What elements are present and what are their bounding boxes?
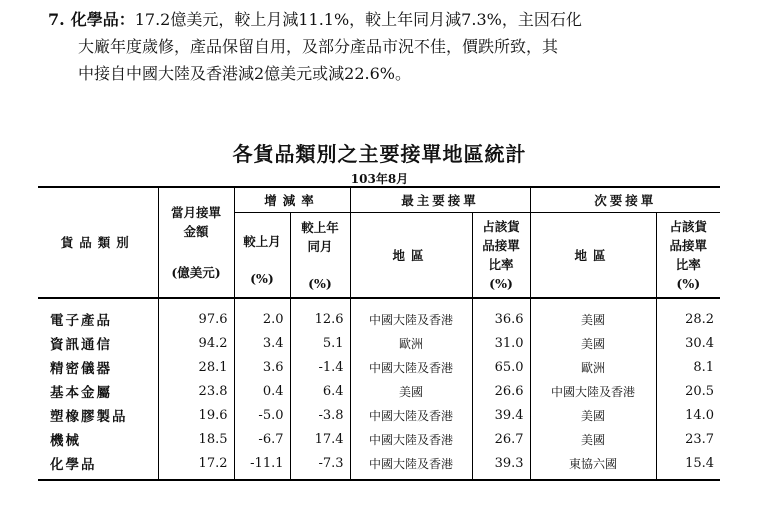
- cell-main-share: 26.6: [472, 379, 530, 403]
- table-row: [38, 403, 720, 427]
- cell-yoy: 12.6: [290, 298, 350, 331]
- cell-amount: 97.6: [158, 298, 234, 331]
- cell-sub-region: 歐洲: [530, 355, 656, 379]
- paragraph-line-3: 中接自中國大陸及香港減2億美元或減22.6%。: [78, 64, 412, 83]
- orders-region-table: [38, 186, 720, 481]
- cell-yoy: -3.8: [290, 403, 350, 427]
- header-main-group: 最主要接單: [350, 187, 530, 213]
- cell-main-region: 中國大陸及香港: [350, 403, 472, 427]
- cell-main-share: 39.3: [472, 451, 530, 480]
- cell-main-share: 31.0: [472, 331, 530, 355]
- header-sub-share-line1: 占該貨: [669, 219, 708, 234]
- paragraph-line-2: 大廠年度歲修，產品保留自用，及部分產品市況不佳，價跌所致，其: [78, 37, 559, 56]
- header-yoy-line2: 同月: [307, 238, 333, 254]
- cell-mom: 0.4: [234, 379, 290, 403]
- paragraph-7: [48, 6, 748, 87]
- table-row: [38, 331, 720, 355]
- cell-mom: 3.4: [234, 331, 290, 355]
- cell-sub-share: 28.2: [656, 298, 720, 331]
- header-main-region: 地區: [350, 213, 472, 299]
- table-subtitle: 103年8月: [350, 172, 409, 186]
- cell-main-region: 中國大陸及香港: [350, 298, 472, 331]
- cell-sub-share: 15.4: [656, 451, 720, 480]
- cell-sub-region: 美國: [530, 403, 656, 427]
- cell-category: 精密儀器: [50, 361, 112, 377]
- cell-amount: 18.5: [158, 427, 234, 451]
- header-main-share-line2: 品接單: [482, 238, 520, 253]
- table-row: [38, 427, 720, 451]
- header-main-share-line3: 比率: [488, 257, 514, 272]
- header-main-share-unit: (%): [489, 276, 513, 291]
- header-sub-region: 地區: [530, 213, 656, 299]
- cell-mom: 2.0: [234, 298, 290, 331]
- cell-category: 化學品: [50, 457, 97, 473]
- cell-category: 機械: [50, 433, 81, 449]
- cell-mom: 3.6: [234, 355, 290, 379]
- cell-yoy: -1.4: [290, 355, 350, 379]
- cell-sub-share: 8.1: [656, 355, 720, 379]
- cell-amount: 28.1: [158, 355, 234, 379]
- cell-main-region: 中國大陸及香港: [350, 427, 472, 451]
- header-yoy-line1: 較上年: [301, 219, 339, 235]
- cell-sub-region: 美國: [530, 298, 656, 331]
- cell-amount: 17.2: [158, 451, 234, 480]
- header-sub-group: 次要接單: [530, 187, 720, 213]
- cell-yoy: 6.4: [290, 379, 350, 403]
- header-sub-share-unit: (%): [676, 276, 701, 291]
- table-title: 各貨品類別之主要接單地區統計: [232, 142, 527, 166]
- cell-yoy: 5.1: [290, 331, 350, 355]
- cell-category: 資訊通信: [50, 337, 112, 353]
- cell-mom: -6.7: [234, 427, 290, 451]
- table-row: [38, 298, 720, 331]
- cell-main-share: 26.7: [472, 427, 530, 451]
- cell-main-share: 65.0: [472, 355, 530, 379]
- header-mom-label: 較上月: [243, 234, 281, 249]
- paragraph-label: 化學品：: [70, 10, 135, 29]
- header-amount-line2: 金額: [183, 224, 209, 239]
- cell-amount: 19.6: [158, 403, 234, 427]
- header-sub-share-line2: 品接單: [669, 238, 708, 253]
- cell-mom: -5.0: [234, 403, 290, 427]
- header-growth-group: 增減率: [234, 187, 350, 213]
- cell-category: 電子產品: [50, 313, 112, 329]
- table-row: [38, 379, 720, 403]
- cell-sub-region: 美國: [530, 427, 656, 451]
- paragraph-line-1: [48, 6, 748, 33]
- table-row: [38, 451, 720, 480]
- header-yoy-unit: (%): [308, 275, 332, 291]
- paragraph-text-1: 17.2億美元，較上月減11.1%，較上年同月減7.3%，主因石化: [134, 10, 582, 29]
- cell-main-region: 中國大陸及香港: [350, 451, 472, 480]
- cell-sub-share: 20.5: [656, 379, 720, 403]
- cell-category: 塑橡膠製品: [50, 409, 128, 425]
- cell-amount: 23.8: [158, 379, 234, 403]
- cell-amount: 94.2: [158, 331, 234, 355]
- header-yoy: [290, 213, 350, 299]
- cell-sub-share: 30.4: [656, 331, 720, 355]
- cell-yoy: -7.3: [290, 451, 350, 480]
- header-amount: [158, 187, 234, 298]
- header-mom: [234, 213, 290, 299]
- header-main-share-line1: 占該貨: [482, 219, 520, 234]
- header-sub-share: [656, 213, 720, 299]
- header-amount-line1: 當月接單: [170, 205, 221, 220]
- cell-yoy: 17.4: [290, 427, 350, 451]
- cell-sub-region: 中國大陸及香港: [530, 379, 656, 403]
- cell-sub-share: 23.7: [656, 427, 720, 451]
- header-mom-unit: (%): [250, 271, 274, 286]
- header-category: 貨品類別: [38, 187, 158, 298]
- table-row: [38, 355, 720, 379]
- cell-sub-region: 東協六國: [530, 451, 656, 480]
- cell-main-share: 36.6: [472, 298, 530, 331]
- cell-main-region: 美國: [350, 379, 472, 403]
- header-main-share: [472, 213, 530, 299]
- cell-category: 基本金屬: [50, 385, 112, 401]
- paragraph-number: 7.: [48, 10, 65, 29]
- cell-sub-share: 14.0: [656, 403, 720, 427]
- cell-sub-region: 美國: [530, 331, 656, 355]
- cell-main-region: 歐洲: [350, 331, 472, 355]
- header-sub-share-line3: 比率: [675, 257, 701, 272]
- cell-main-region: 中國大陸及香港: [350, 355, 472, 379]
- header-amount-unit: (億美元): [171, 265, 221, 280]
- cell-mom: -11.1: [234, 451, 290, 480]
- cell-main-share: 39.4: [472, 403, 530, 427]
